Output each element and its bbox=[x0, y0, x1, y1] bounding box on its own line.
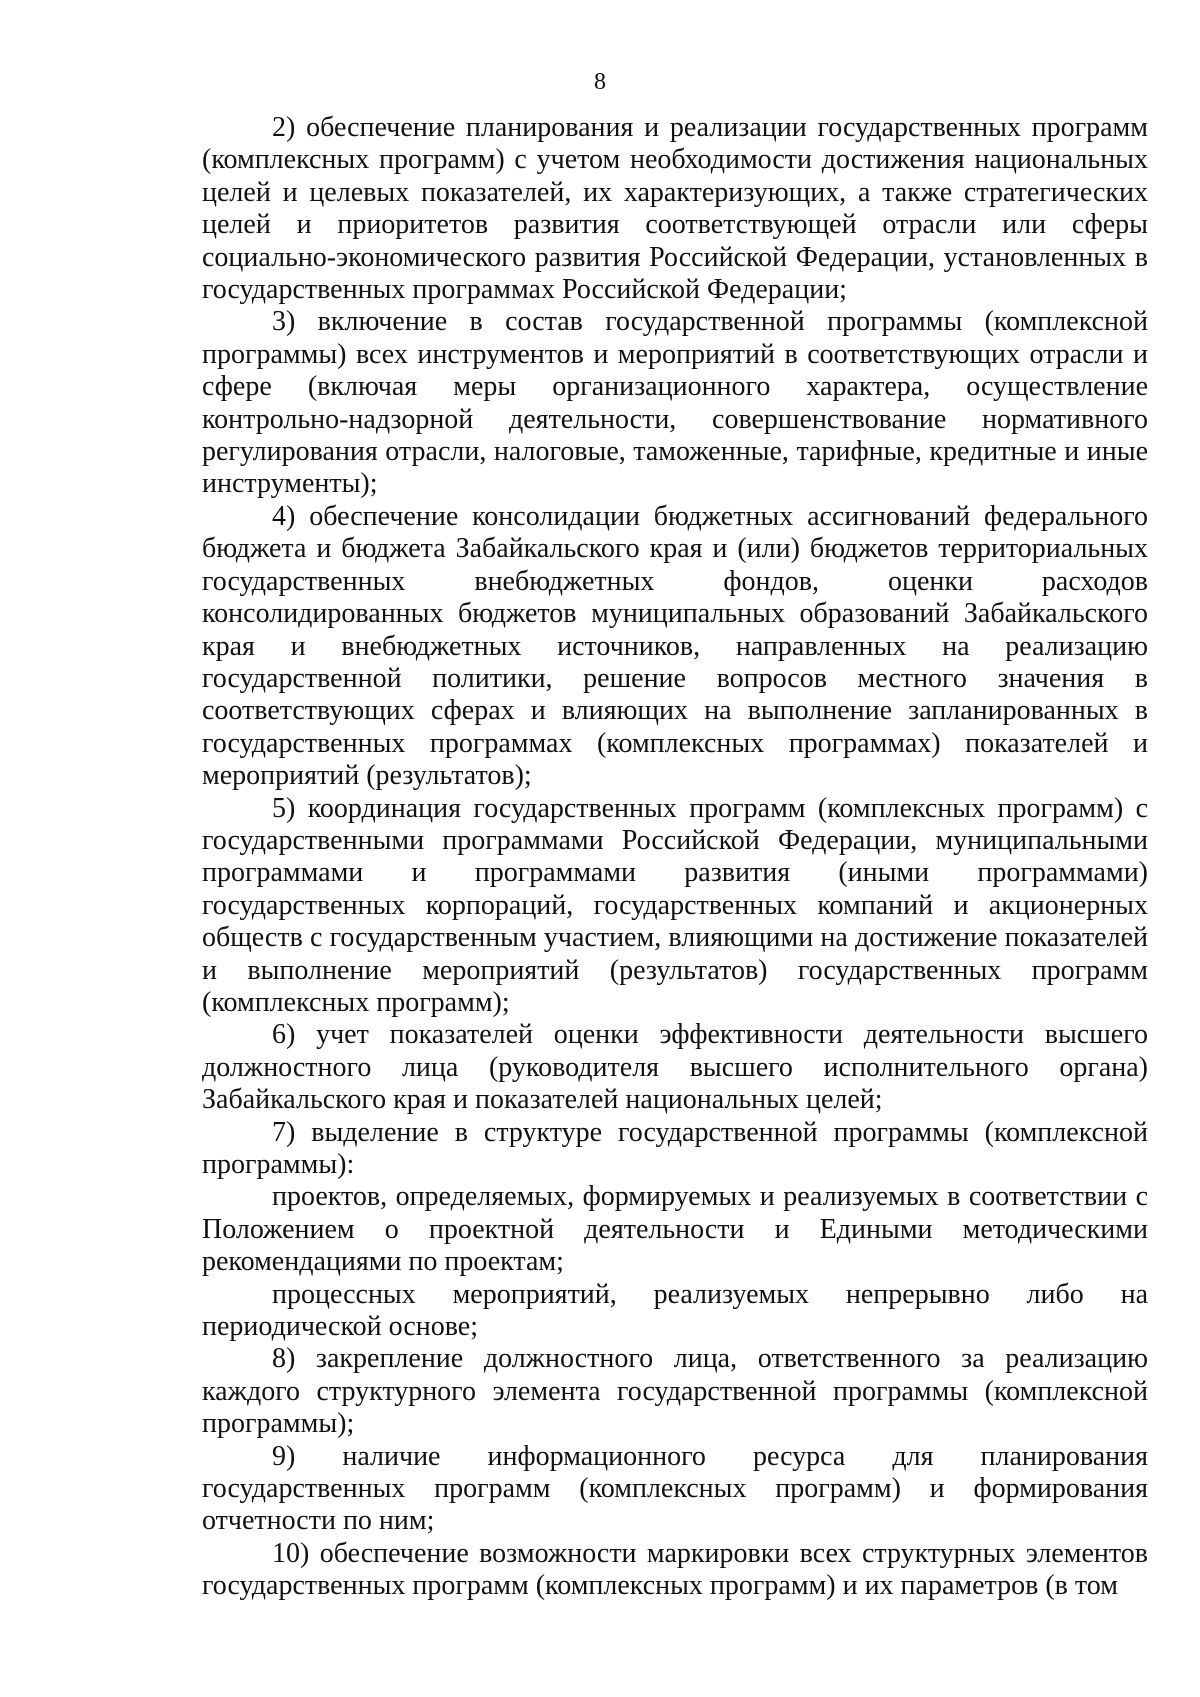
document-body bbox=[202, 112, 1148, 1603]
paragraph-item-7-projects: проектов, определяемых, формируемых и реализуемых в соответствии с Положением о проектной деятельности и Едиными методическими рекомендациями по проектам; bbox=[202, 1181, 1148, 1278]
paragraph-item-9: 9) наличие информационного ресурса для планирования государственных программ (комплексных программ) и формирования отчетности по ним; bbox=[202, 1440, 1148, 1537]
page-number: 8 bbox=[594, 69, 606, 95]
paragraph-item-6: 6) учет показателей оценки эффективности деятельности высшего должностного лица (руководителя высшего исполнительного органа) Забайкальского края и показателей национальных целей; bbox=[202, 1019, 1148, 1116]
paragraph-item-8: 8) закрепление должностного лица, ответственного за реализацию каждого структурного элемента государственной программы (комплексной программы); bbox=[202, 1343, 1148, 1440]
paragraph-item-7-processes: процессных мероприятий, реализуемых непрерывно либо на периодической основе; bbox=[202, 1278, 1148, 1343]
paragraph-item-3: 3) включение в состав государственной программы (комплексной программы) всех инструментов и мероприятий в соответствующих отрасли и сфере (включая меры организационного характера, осуществление контрольно-надзорной деятельности, совершенствование нормативного регулирования отрасли, налоговые, таможенные, тарифные, кредитные и иные инструменты); bbox=[202, 306, 1148, 500]
paragraph-item-2: 2) обеспечение планирования и реализации государственных программ (комплексных программ) с учетом необходимости достижения национальных целей и целевых показателей, их характеризующих, а также стратегических целей и приоритетов развития соответствующей отрасли или сферы социально-экономического развития Российской Федерации, установленных в государственных программах Российской Федерации; bbox=[202, 112, 1148, 306]
paragraph-item-5: 5) координация государственных программ (комплексных программ) с государственными программами Российской Федерации, муниципальными программами и программами развития (иными программами) государственных корпораций, государственных компаний и акционерных обществ с государственным участием, влияющими на достижение показателей и выполнение мероприятий (результатов) государственных программ (комплексных программ); bbox=[202, 792, 1148, 1018]
paragraph-item-4: 4) обеспечение консолидации бюджетных ассигнований федерального бюджета и бюджета Забайкальского края и (или) бюджетов территориальных государственных внебюджетных фондов, оценки расходов консолидированных бюджетов муниципальных образований Забайкальского края и внебюджетных источников, направленных на реализацию государственной политики, решение вопросов местного значения в соответствующих сферах и влияющих на выполнение запланированных в государственных программах (комплексных программах) показателей и мероприятий (результатов); bbox=[202, 500, 1148, 792]
paragraph-item-10: 10) обеспечение возможности маркировки всех структурных элементов государственных программ (комплексных программ) и их параметров (в том bbox=[202, 1537, 1148, 1602]
paragraph-item-7: 7) выделение в структуре государственной программы (комплексной программы): bbox=[202, 1116, 1148, 1180]
